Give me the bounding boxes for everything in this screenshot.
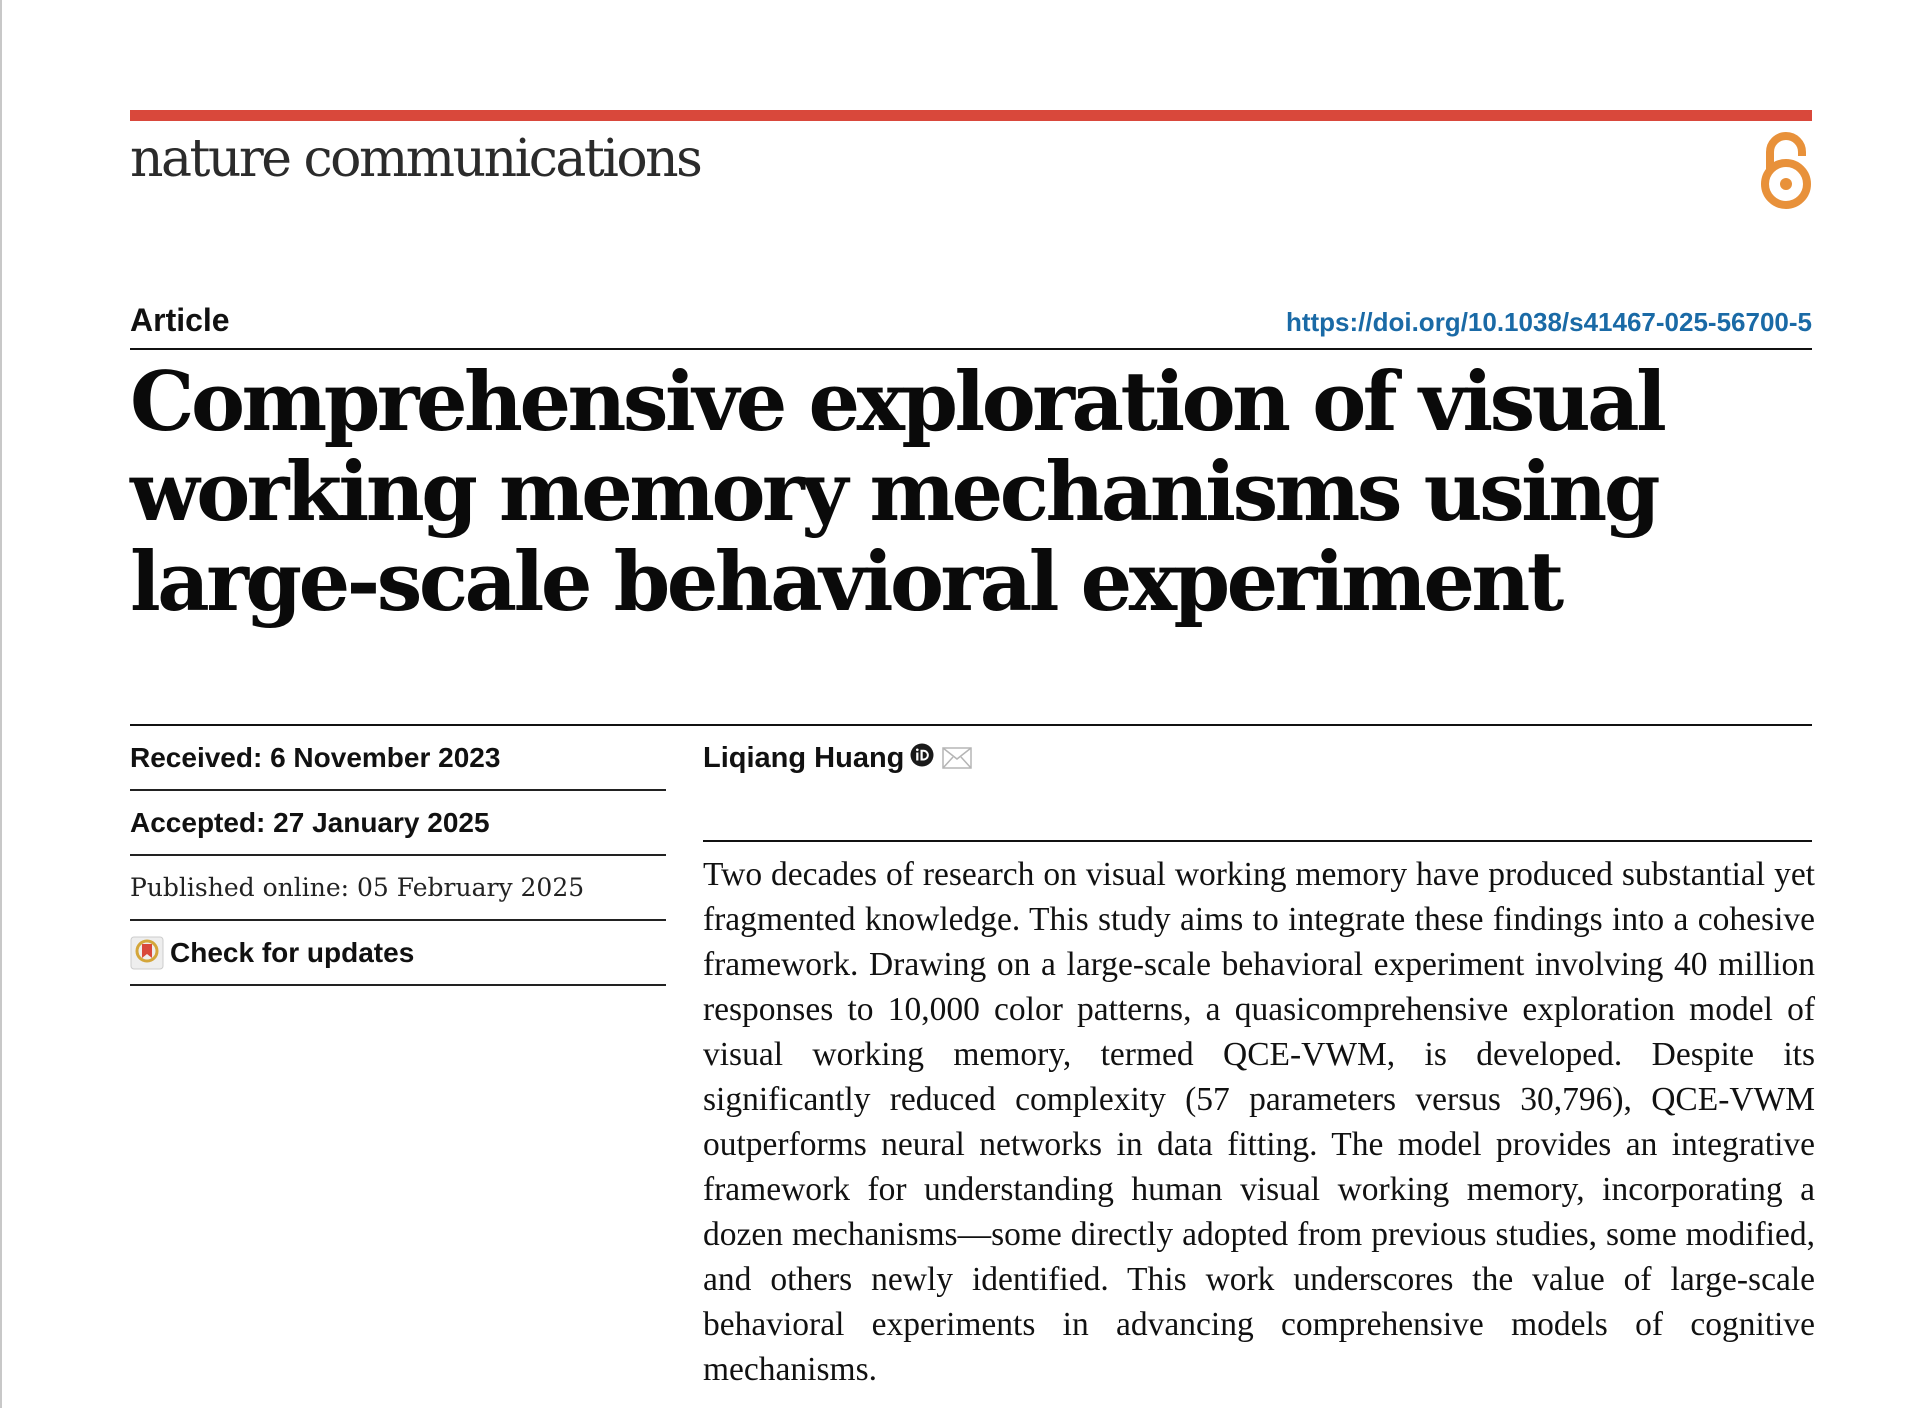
journal-name[interactable]: nature communications [130,129,701,189]
doi-link[interactable]: https://doi.org/10.1038/s41467-025-56700-5 [1285,307,1812,337]
check-for-updates-label: Check for updates [170,936,415,968]
article-title: Comprehensive exploration of visual working memory mechanisms using large-scale behavioral experiment [130,355,1664,630]
article-type-label: Article [130,302,230,338]
published-date [130,856,666,921]
title-rule [130,348,1812,350]
accepted-date [130,791,666,856]
accepted-date-text: Accepted: 27 January 2025 [130,806,490,838]
page-edge [0,0,2,1408]
abstract-text: Two decades of research on visual working memory have produced substantial yet fragmented knowledge. This study aims to integrate these findings into a cohesive framework. Drawing on a large-scale behavioral experiment involving 40 million responses to 10,000 color patterns, a quasicomprehensive exploration model of visual working memory, termed QCE-VWM, is developed. Despite its significantly reduced complexity (57 parameters versus 30,796), QCE-VWM outperforms neural networks in data fitting. The model provides an integrative framework for understanding human visual working memory, incorporating a dozen mechanisms—some directly adopted from previous studies, some modified, and others newly identified. This work underscores the value of large-scale behavioral experiments in advancing comprehensive models of cognitive mechanisms. [703,856,1815,1388]
author-line [703,736,972,780]
envelope-icon[interactable] [942,747,972,769]
author-name[interactable]: Liqiang Huang [703,741,905,774]
journal-accent-rule [130,110,1812,121]
orcid-icon[interactable] [910,743,934,767]
abstract-rule [703,840,1812,842]
published-date-text: Published online: 05 February 2025 [130,873,585,902]
received-date [130,726,666,791]
check-for-updates-button[interactable] [130,921,666,986]
open-access-lock-icon [1760,128,1812,210]
article-dates [130,726,666,986]
received-date-text: Received: 6 November 2023 [130,741,501,773]
check-for-updates-icon [130,936,164,970]
